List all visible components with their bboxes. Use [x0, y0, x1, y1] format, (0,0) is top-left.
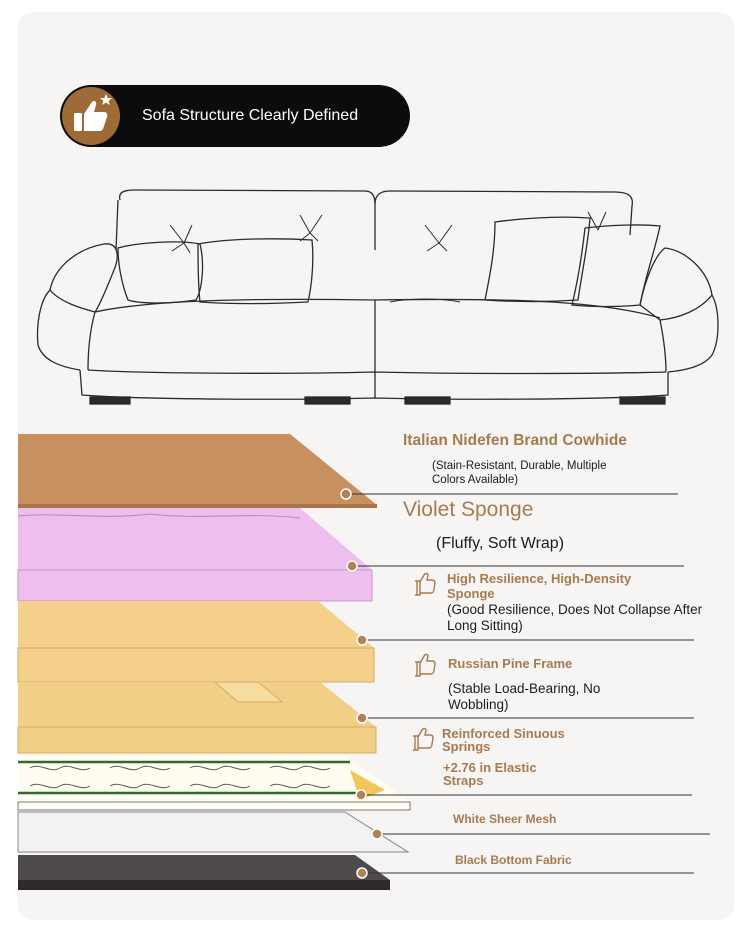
- layer-name-springs: Reinforced Sinuous Springs: [442, 726, 565, 754]
- pine-frame-layer: [18, 682, 376, 727]
- layer-desc-violet: (Fluffy, Soft Wrap): [436, 535, 565, 552]
- layer-name-mesh: White Sheer Mesh: [453, 812, 557, 826]
- layer-name-cowhide: Italian Nidefen Brand Cowhide: [403, 432, 627, 449]
- black-bottom-layer: [18, 855, 390, 880]
- violet-sponge-layer: [18, 508, 372, 570]
- thumbs-up-icon: [413, 729, 433, 751]
- layer-desc-springs: +2.76 in Elastic Straps: [443, 760, 537, 788]
- header-title: Sofa Structure Clearly Defined: [142, 107, 359, 124]
- white-mesh-layer: [18, 812, 408, 852]
- layer-desc-hr-sponge: (Good Resilience, Does Not Collapse After Long Sitting): [447, 602, 703, 633]
- layer-name-bottom: Black Bottom Fabric: [455, 853, 572, 867]
- layer-desc-pine: (Stable Load-Bearing, No Wobbling): [448, 681, 601, 712]
- thumbs-up-icon: [415, 655, 435, 677]
- thumbs-up-icon: [415, 574, 435, 596]
- cowhide-layer: [18, 434, 377, 505]
- layer-desc-cowhide: (Stain-Resistant, Durable, Multiple Colors Available): [432, 460, 607, 486]
- layer-name-hr-sponge: High Resilience, High-Density Sponge: [447, 571, 632, 601]
- layer-name-pine: Russian Pine Frame: [448, 656, 573, 671]
- layer-name-violet: Violet Sponge: [403, 498, 534, 521]
- hr-sponge-layer: [18, 601, 374, 648]
